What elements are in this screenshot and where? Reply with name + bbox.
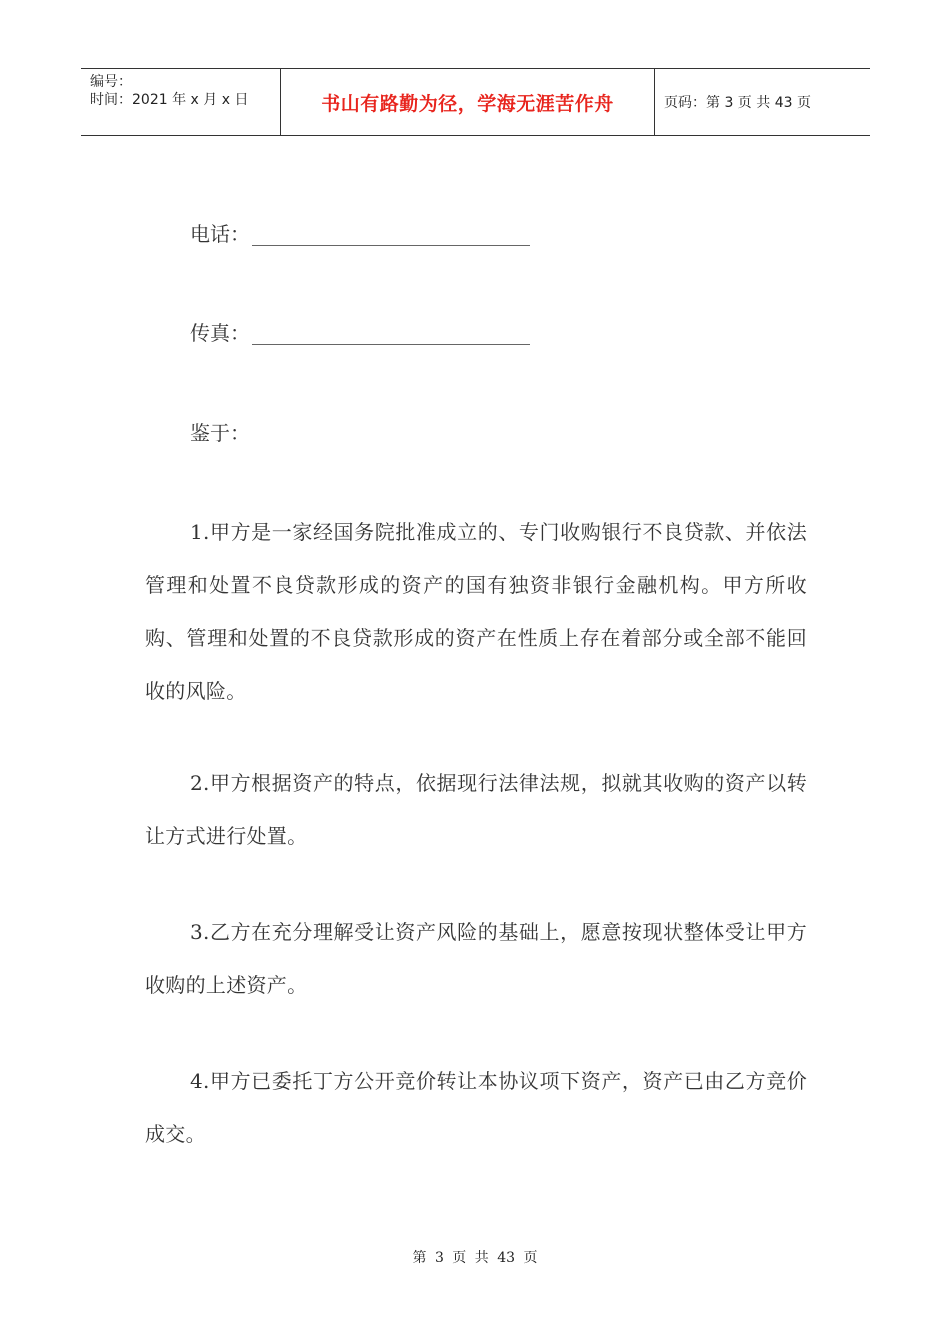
document-date-label: 时间：2021 年 x 月 x 日: [90, 92, 249, 108]
fax-label: 传真：: [190, 321, 250, 345]
phone-label: 电话：: [190, 222, 250, 246]
page-header: [81, 68, 870, 136]
paragraph-3: 3.乙方在充分理解受让资产风险的基础上，愿意按现状整体受让甲方收购的上述资产。: [145, 920, 807, 997]
fax-field: [190, 321, 530, 345]
document-number-label: 编号：: [90, 74, 132, 90]
paragraph-1: 1.甲方是一家经国务院批准成立的、专门收购银行不良贷款、并依法管理和处置不良贷款形成的资产的国有独资非银行金融机构。甲方所收购、管理和处置的不良贷款形成的资产在性质上存在着部分或全部不能回收的风险。: [145, 520, 807, 703]
phone-field: [190, 222, 530, 246]
whereas-heading: 鉴于：: [190, 421, 250, 445]
paragraph-2: 2.甲方根据资产的特点，依据现行法律法规，拟就其收购的资产以转让方式进行处置。: [145, 771, 807, 848]
paragraph-4: 4.甲方已委托丁方公开竞价转让本协议项下资产，资产已由乙方竞价成交。: [145, 1069, 807, 1146]
header-meta: [81, 69, 281, 135]
header-page-info: 页码：第 3 页 共 43 页: [664, 95, 811, 111]
page-footer: 第 3 页 共 43 页: [412, 1250, 538, 1266]
phone-blank-line: [252, 225, 530, 246]
header-motto: 书山有路勤为径，学海无涯苦作舟: [281, 69, 655, 135]
fax-blank-line: [252, 324, 530, 345]
